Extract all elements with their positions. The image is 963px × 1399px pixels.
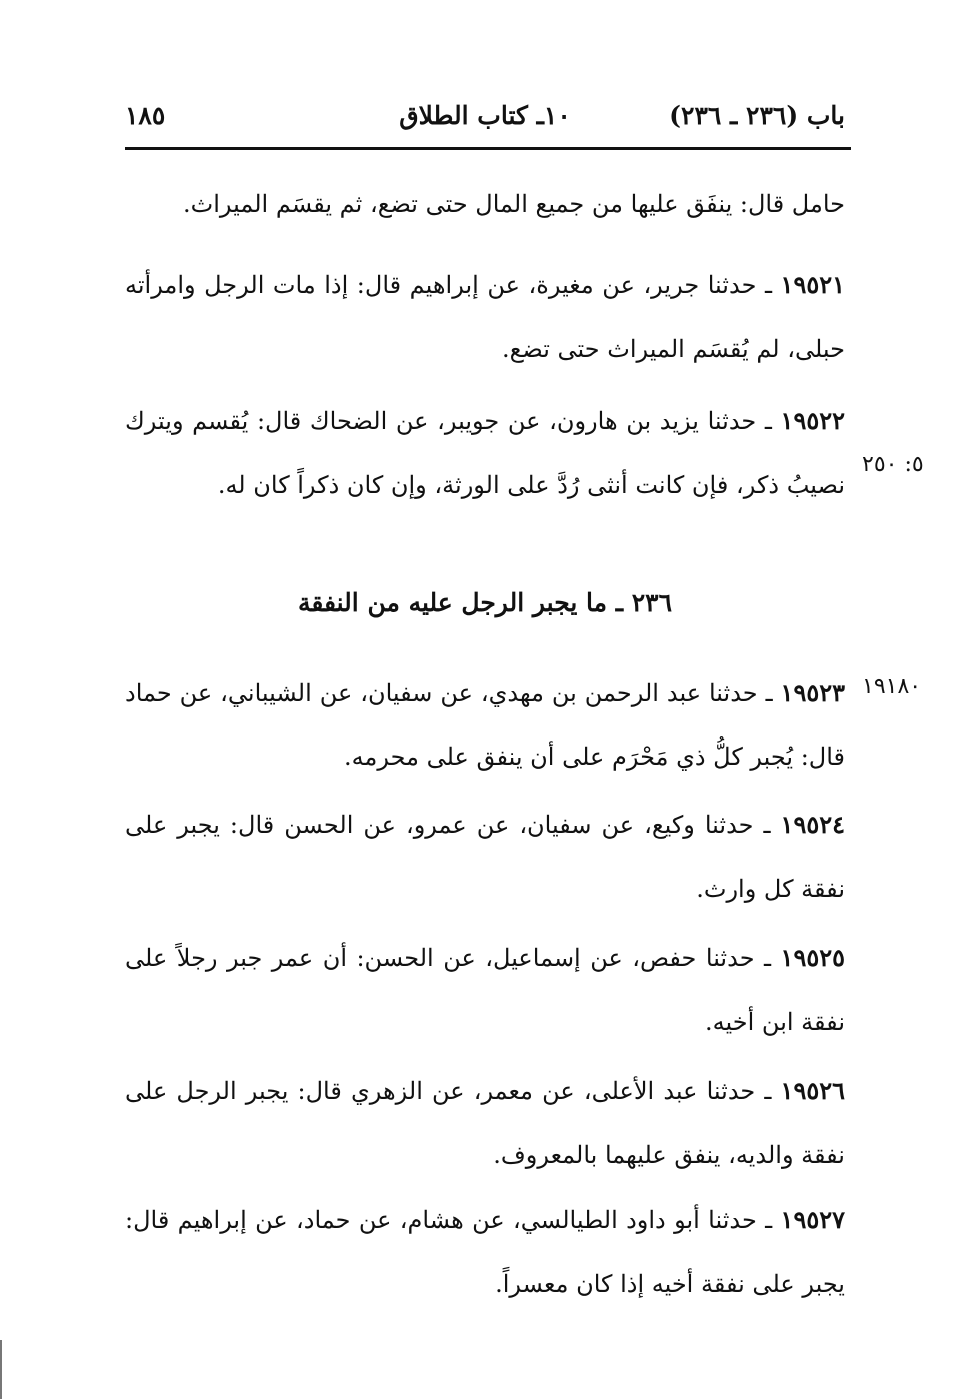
hadith-text: ـ حدثنا عبد الأعلى، عن معمر، عن الزهري قال: يجبر الرجل على نفقة والديه، ينفق عليهما بالمعروف. [125,1077,845,1169]
hadith-number: ١٩٥٢٣ [780,678,845,707]
hadith-text: ـ حدثنا جرير، عن مغيرة، عن إبراهيم قال: إذا مات الرجل وامرأته حبلى، لم يُقسَم الميراث حتى تضع. [125,271,845,363]
page-header [125,95,845,145]
header-book-title: ١٠ـ كتاب الطلاق [399,101,571,130]
scan-edge-mark [0,1340,2,1399]
hadith-text: ـ حدثنا أبو داود الطيالسي، عن هشام، عن حماد، عن إبراهيم قال: يجبر على نفقة أخيه إذا كان معسراً. [125,1206,845,1298]
hadith-paragraph [125,389,845,517]
hadith-paragraph [125,926,845,1054]
hadith-text: ـ حدثنا وكيع، عن سفيان، عن عمرو، عن الحسن قال: يجبر على نفقة كل وارث. [125,811,845,903]
hadith-paragraph [125,1188,845,1316]
hadith-number: ١٩٥٢٤ [780,810,845,839]
hadith-number: ١٩٥٢٦ [780,1076,845,1105]
paragraph-text: حامل قال: ينفَق عليها من جميع المال حتى تضع، ثم يقسَم الميراث. [182,190,845,218]
header-page-number: ١٨٥ [125,101,166,130]
hadith-paragraph [125,661,845,789]
header-chapter-range: باب (٢٣٦ ـ ٢٣٦) [669,101,845,130]
hadith-number: ١٩٥٢٧ [780,1205,845,1234]
hadith-paragraph [125,253,845,381]
hadith-number: ١٩٥٢٢ [780,406,845,435]
hadith-paragraph [125,1059,845,1187]
hadith-text: ـ حدثنا عبد الرحمن بن مهدي، عن سفيان، عن الشيباني، عن حماد قال: يُجبر كلُّ ذي مَحْرَم على أن ينفق على محرمه. [125,679,845,771]
hadith-number: ١٩٥٢٥ [780,943,845,972]
margin-cross-reference: ١٩١٨٠ [862,674,922,699]
hadith-text: ـ حدثنا حفص، عن إسماعيل، عن الحسن: أن عمر جبر رجلاً على نفقة ابن أخيه. [125,944,845,1036]
margin-volume-reference: ٥: ٢٥٠ [862,452,924,477]
paragraph-continuation [125,172,845,236]
hadith-number: ١٩٥٢١ [780,270,845,299]
header-rule [125,147,851,150]
hadith-paragraph [125,793,845,921]
section-heading: ٢٣٦ ـ ما يجبر الرجل عليه من النفقة [297,588,673,617]
hadith-text: ـ حدثنا يزيد بن هارون، عن جويبر، عن الضحاك قال: يُقسم ويترك نصيبُ ذكر، فإن كانت أنثى رُدَّ على الورثة، وإن كان ذكراً كان له. [125,407,845,499]
